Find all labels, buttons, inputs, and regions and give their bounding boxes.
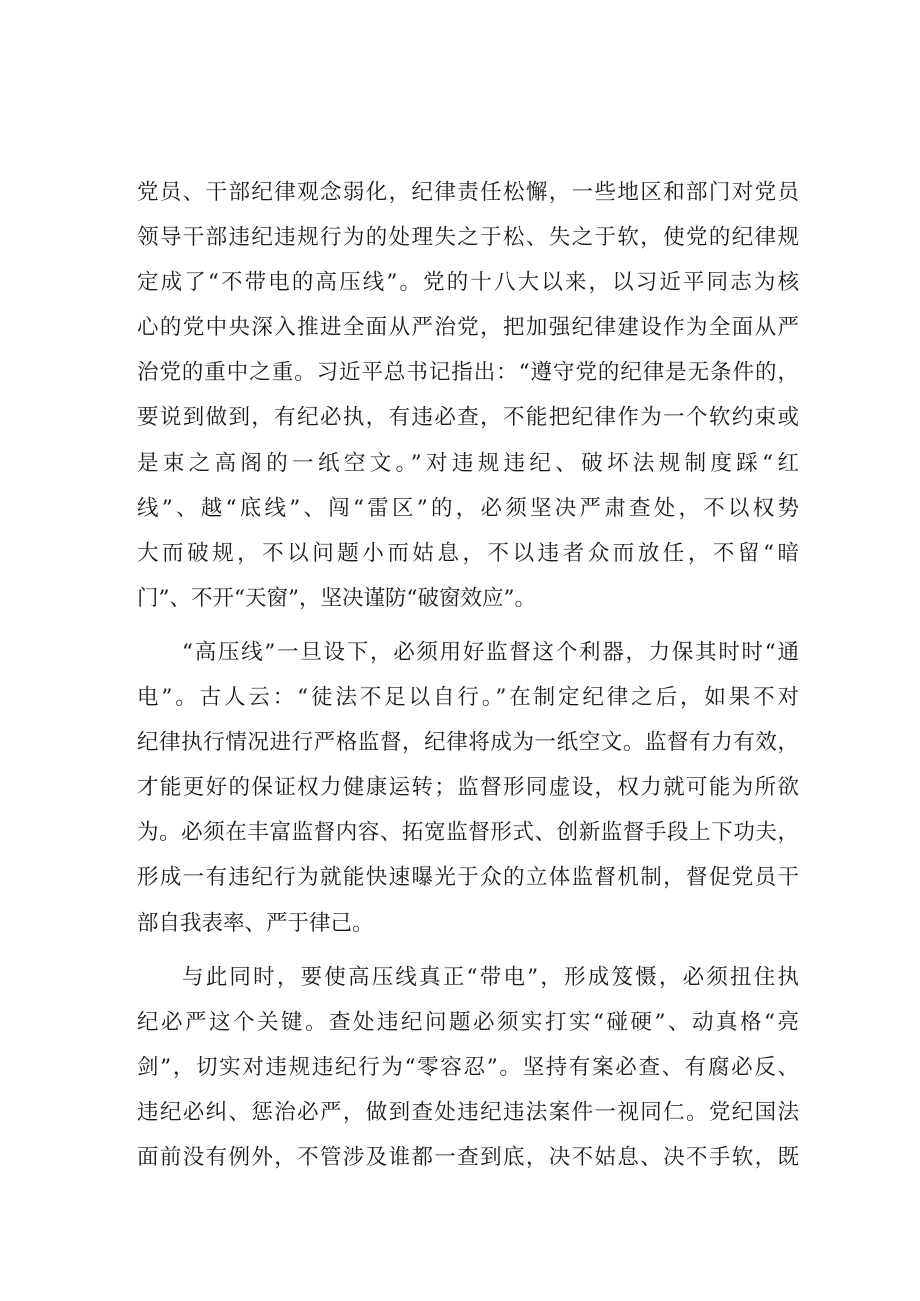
text-line: 定成了“不带电的高压线”。党的十八大以来，以习近平同志为核 xyxy=(137,270,799,296)
text-line: 大而破规，不以问题小而姑息，不以违者众而放任，不留“暗 xyxy=(137,540,799,566)
text-line: 要说到做到，有纪必执，有违必查，不能把纪律作为一个软约束或 xyxy=(137,405,799,431)
text-line: 与此同时，要使高压线真正“带电”，形成笈慑，必须扭住执 xyxy=(182,964,799,990)
text-line: 领导干部违纪违规行为的处理失之于松、失之于软，使党的纪律规 xyxy=(137,225,799,251)
text-line: 违纪必纠、惩治必严，做到查处违纪违法案件一视同仁。党纪国法 xyxy=(137,1099,799,1125)
text-line: 部自我表率、严于律己。 xyxy=(137,910,374,936)
article-body xyxy=(137,170,799,1180)
paragraph-spacer xyxy=(137,946,799,955)
text-line: 心的党中央深入推进全面从严治党，把加强纪律建设作为全面从严 xyxy=(137,315,799,341)
text-line: 纪律执行情况进行严格监督，纪律将成为一纸空文。监督有力有效， xyxy=(137,730,799,756)
text-line: 面前没有例外，不管涉及谁都一查到底，决不姑息、决不手软，既 xyxy=(137,1144,799,1170)
text-line: 为。必须在丰富监督内容、拓宽监督形式、创新监督手段上下功夫， xyxy=(137,820,799,846)
text-line: “高压线”一旦设下，必须用好监督这个利器，力保其时时“通 xyxy=(182,639,799,665)
text-line: 门”、不开“天窗”，坚决谨防“破窗效应”。 xyxy=(137,585,536,611)
text-line: 才能更好的保证权力健康运转；监督形同虚设，权力就可能为所欲 xyxy=(137,775,799,801)
text-line: 纪必严这个关键。查处违纪问题必须实打实“碰硬”、动真格“亮 xyxy=(137,1009,799,1035)
text-line: 治党的重中之重。习近平总书记指出：“遵守党的纪律是无条件的， xyxy=(137,360,799,386)
paragraph-discipline-weakening xyxy=(137,170,799,621)
text-line: 线”、越“底线”、闯“雷区”的，必须坚决严肃查处，不以权势 xyxy=(137,495,799,521)
text-line: 形成一有违纪行为就能快速曝光于众的立体监督机制，督促党员干 xyxy=(137,865,799,891)
text-line: 剑”，切实对违规违纪行为“零容忍”。坚持有案必查、有腐必反、 xyxy=(137,1054,799,1080)
text-line: 电”。古人云：“徒法不足以自行。”在制定纪律之后，如果不对 xyxy=(137,685,799,711)
text-line: 党员、干部纪律观念弱化，纪律责任松懈，一些地区和部门对党员 xyxy=(137,180,799,205)
paragraph-strict-enforcement xyxy=(137,955,799,1180)
text-line: 是束之高阁的一纸空文。”对违规违纪、破坏法规制度踩“红 xyxy=(137,450,799,476)
paragraph-spacer xyxy=(137,621,799,630)
paragraph-supervision xyxy=(137,630,799,946)
